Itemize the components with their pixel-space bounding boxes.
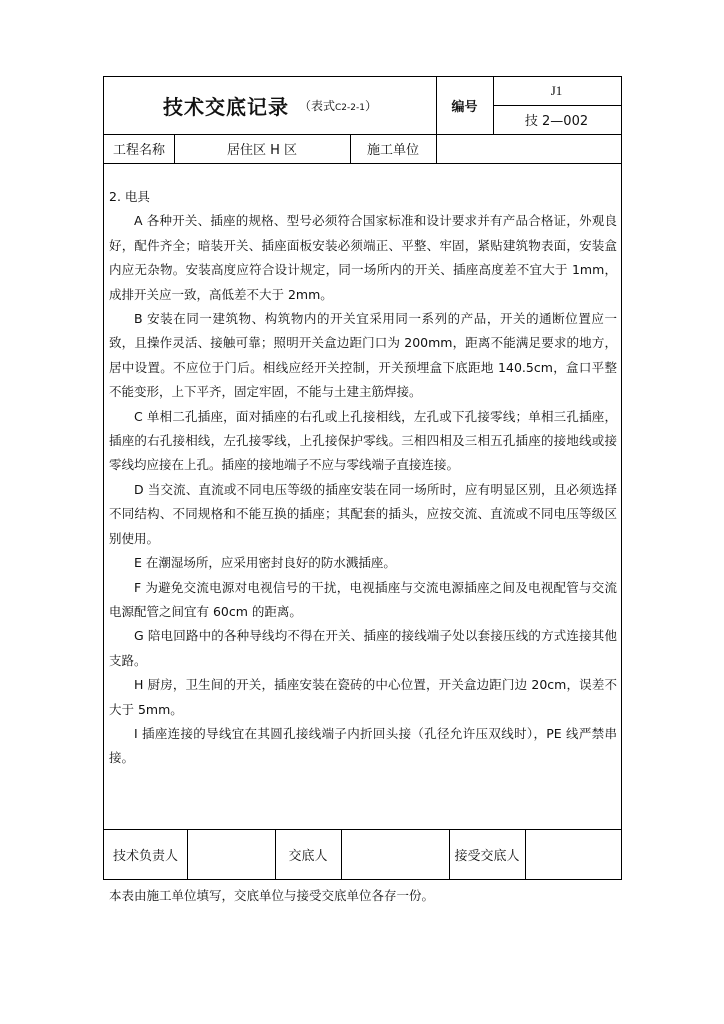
construction-unit-label: 施工单位 bbox=[366, 143, 419, 158]
construction-unit-value bbox=[436, 134, 620, 163]
handover-person-value bbox=[341, 829, 449, 879]
form-code-label: （表式 bbox=[299, 99, 336, 113]
number-top-value: J1 bbox=[550, 83, 563, 98]
tech-lead-label: 技术负责人 bbox=[112, 848, 178, 864]
form-footnote: 本表由施工单位填写，交底单位与接受交底单位各存一份。 bbox=[109, 888, 435, 903]
tech-lead-value bbox=[187, 829, 275, 879]
project-name-label: 工程名称 bbox=[112, 143, 165, 158]
paragraph-b: B 安装在同一建筑物、构筑物内的开关宜采用同一系列的产品，开关的通断位置应一致，且操作灵活、接触可靠；照明开关盒边距门口为 200mm，距离不能满足要求的地方，居中设置。不应位于门后。相线应经开关控制，开关预埋盒下底距地 140.5cm，盒口平整不能变形，上下平齐，固定牢固，不能与土建主筋焊接。 bbox=[109, 311, 617, 400]
paragraph-h: H 厨房，卫生间的开关，插座安装在瓷砖的中心位置，开关盒边距门边 20cm，误差不大于 5mm。 bbox=[109, 677, 617, 717]
form-code-value: C2-2-1 bbox=[335, 103, 365, 113]
number-label: 编号 bbox=[451, 100, 478, 115]
handover-content bbox=[109, 185, 617, 771]
handover-person-label: 交底人 bbox=[288, 848, 328, 864]
handover-record-form bbox=[103, 76, 622, 880]
receiver-value bbox=[525, 829, 620, 879]
number-bottom-value: 技 2—002 bbox=[524, 114, 589, 129]
form-code bbox=[299, 97, 377, 114]
paragraph-g: G 陪电回路中的各种导线均不得在开关、插座的接线端子处以套接压线的方式连接其他支路。 bbox=[109, 628, 617, 668]
section-heading: 2. 电具 bbox=[109, 189, 150, 204]
paragraph-d: D 当交流、直流或不同电压等级的插座安装在同一场所时，应有明显区别，且必须选择不同结构、不同规格和不能互换的插座；其配套的插头，应按交流、直流或不同电压等级区别使用。 bbox=[109, 481, 617, 546]
form-code-close: ） bbox=[364, 99, 377, 113]
paragraph-i: I 插座连接的导线宜在其圆孔接线端子内折回头接（孔径允许压双线时），PE 线严禁串接。 bbox=[109, 725, 617, 766]
project-name-value: 居住区 H 区 bbox=[226, 143, 298, 158]
form-title: 技术交底记录 bbox=[163, 95, 289, 119]
paragraph-e: E 在潮湿场所，应采用密封良好的防水溅插座。 bbox=[134, 555, 396, 571]
paragraph-f: F 为避免交流电源对电视信号的干扰，电视插座与交流电源插座之间及电视配管与交流电源配管之间宜有 60cm 的距离。 bbox=[109, 579, 617, 619]
form-title-cell bbox=[104, 77, 436, 134]
paragraph-c: C 单相二孔插座，面对插座的右孔或上孔接相线，左孔或下孔接零线；单相三孔插座，插座的右孔接相线，左孔接零线，上孔接保护零线。三相四相及三相五孔插座的接地线或接零线均应接在上孔。插座的接地端子不应与零线端子直接连接。 bbox=[109, 408, 617, 473]
receiver-label: 接受交底人 bbox=[454, 848, 520, 864]
project-row-divider bbox=[104, 163, 621, 164]
paragraph-a: A 各种开关、插座的规格、型号必须符合国家标准和设计要求并有产品合格证，外观良好，配件齐全；暗装开关、插座面板安装必须端正、平整、牢固，紧贴建筑物表面，安装盒内应无杂物。安装高度应符合设计规定，同一场所内的开关、插座高度差不宜大于 1mm，成排开关应一致，高低差不大于 2mm。 bbox=[109, 213, 617, 302]
